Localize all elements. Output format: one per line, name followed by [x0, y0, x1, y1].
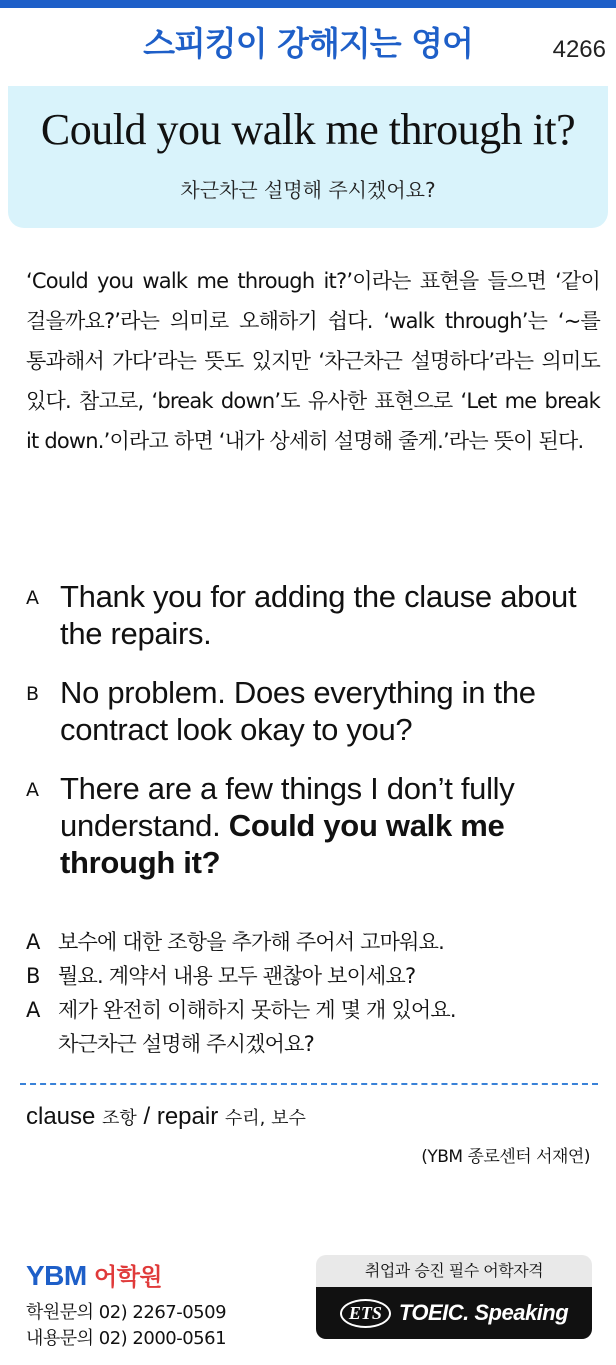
dashed-divider	[20, 1083, 598, 1085]
dialogue-line	[26, 578, 601, 652]
badge-product: TOEIC. Speaking	[398, 1300, 569, 1325]
ets-logo-icon: ETS	[340, 1299, 391, 1328]
speaker-label: B	[26, 964, 40, 988]
contact-academy: 학원문의 02) 2267-0509	[26, 1302, 227, 1323]
utterance-text: Thank you for adding the clause about the repairs.	[60, 579, 577, 651]
badge-brand	[316, 1287, 592, 1339]
series-title: 스피킹이 강해지는 영어	[143, 24, 473, 63]
speaker-label: B	[26, 683, 40, 705]
translation-text: 보수에 대한 조항을 추가해 주어서 고마워요.	[58, 930, 444, 954]
key-expression: Could you walk me through it?	[60, 808, 505, 880]
contact-content: 내용문의 02) 2000-0561	[26, 1328, 227, 1349]
expression-english: Could you walk me through it?	[40, 105, 576, 154]
translation-text: 뭘요. 계약서 내용 모두 괜찮아 보이세요?	[58, 964, 416, 988]
speaker-label: A	[26, 779, 39, 801]
utterance-text: There are a few things I don’t fully understand.	[60, 771, 515, 843]
explanation-text: ‘Could you walk me through it?’이라는 표현을 들으면 ‘같이 걸을까요?’라는 의미로 오해하기 쉽다. ‘walk through’는 ‘~를 통과해서 가다’라는 뜻도 있지만 ‘차근차근 설명하다’라는 의미도 있다. 참고로, ‘break down’도 유사한 표현으로 ‘Let me break it down.’이라고 하면 ‘내가 상세히 설명해 줄게.’라는 뜻이 된다.	[26, 269, 600, 453]
utterance	[60, 770, 601, 881]
top-rule	[0, 0, 616, 8]
utterance-text: No problem. Does everything in the contract look okay to you?	[60, 675, 536, 747]
dialogue	[26, 578, 601, 903]
speaker-label: A	[26, 587, 39, 609]
utterance	[60, 578, 601, 652]
vocab-meaning: 수리, 보수	[224, 1108, 306, 1129]
translation-line	[26, 925, 601, 959]
expression-box	[8, 86, 608, 228]
vocabulary	[26, 1103, 306, 1131]
expression-korean: 차근차근 설명해 주시겠어요?	[180, 178, 436, 202]
speaker-label: A	[26, 998, 40, 1022]
vocab-word: repair	[156, 1103, 219, 1130]
utterance	[60, 674, 601, 748]
author-credit: (YBM 종로센터 서재연)	[421, 1147, 590, 1167]
ybm-logo	[26, 1257, 162, 1292]
translation-line	[26, 1027, 601, 1061]
vocab-word: clause	[26, 1103, 96, 1130]
vocab-meaning: 조항	[102, 1108, 137, 1129]
speaker-label	[26, 1027, 58, 1061]
translation-text: 차근차근 설명해 주시겠어요?	[58, 1032, 314, 1056]
dialogue-line	[26, 770, 601, 881]
logo-main: YBM	[26, 1260, 87, 1291]
vocab-separator: /	[143, 1103, 151, 1130]
dialogue-line	[26, 674, 601, 748]
badge-tagline: 취업과 승진 필수 어학자격	[316, 1255, 592, 1287]
translation-text: 제가 완전히 이해하지 못하는 게 몇 개 있어요.	[58, 998, 456, 1022]
translation-line	[26, 993, 601, 1027]
logo-sub: 어학원	[94, 1263, 163, 1291]
issue-number: 4266	[552, 36, 606, 63]
translation-line	[26, 959, 601, 993]
translation	[26, 925, 601, 1061]
speaker-label: A	[26, 930, 40, 954]
toeic-speaking-badge	[316, 1255, 592, 1339]
